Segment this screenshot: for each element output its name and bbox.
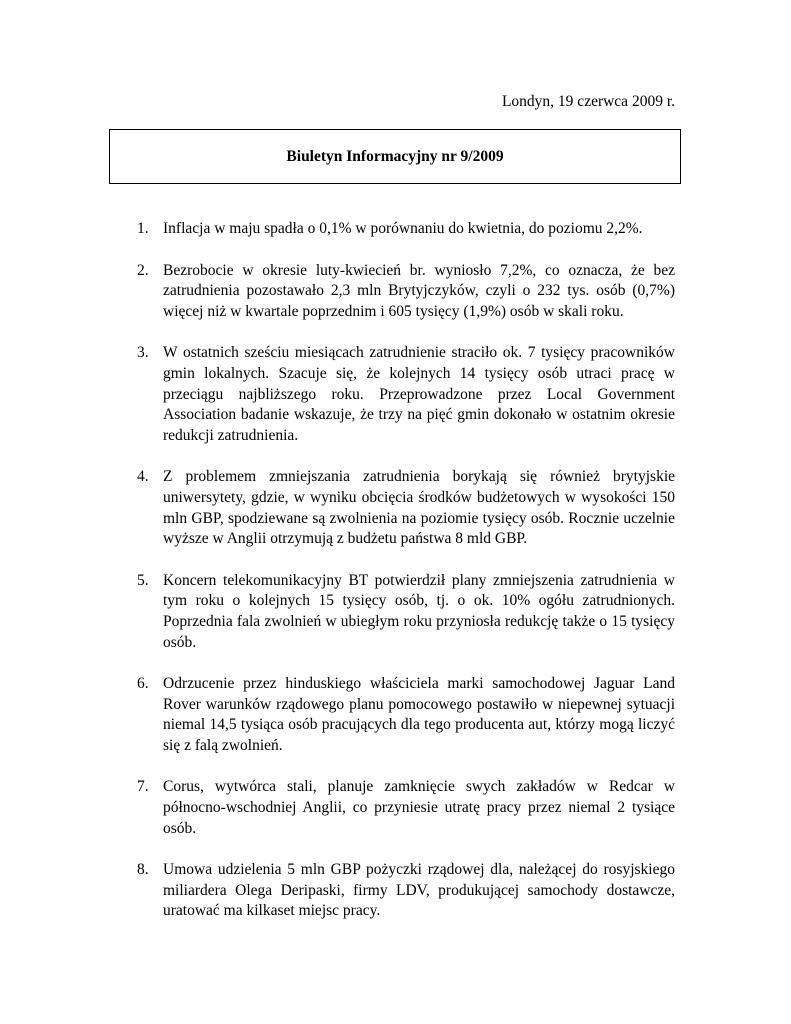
item-text: Corus, wytwórca stali, planuje zamknięcie swych zakładów w Redcar w północno-wschodniej Anglii, co przyniesie utratę pracy przez niemal 2 tysiące osób. (163, 778, 675, 837)
item-number: 2. (137, 261, 149, 279)
item-text: Bezrobocie w okresie luty-kwiecień br. wyniosło 7,2%, co oznacza, że bez zatrudnienia pozostawało 2,3 mln Brytyjczyków, czyli o 232 tys. osób (0,7%) więcej niż w kwartale poprzednim i 605 tysięcy (1,9%) osób w skali roku. (163, 261, 675, 320)
list-item (137, 777, 675, 839)
item-number: 6. (137, 675, 149, 693)
item-text: W ostatnich sześciu miesiącach zatrudnienie straciło ok. 7 tysięcy pracowników gmin lokalnych. Szacuje się, że kolejnych 14 tysięcy osób utraci pracę w przeciągu najbliższego roku. Przeprowadzone przez Local Government Association badanie wskazuje, że trzy na pięć gmin dokonało w ostatnim okresie redukcji zatrudnienia. (163, 344, 675, 444)
list-item (137, 467, 675, 549)
bulletin-title: Biuletyn Informacyjny nr 9/2009 (286, 147, 504, 165)
item-number: 1. (137, 220, 149, 237)
item-number: 8. (137, 861, 149, 879)
item-text: Odrzucenie przez hinduskiego właściciela marki samochodowej Jaguar Land Rover warunków rządowego planu pomocowego postawiło w niepewnej sytuacji niemal 14,5 tysiąca osób pracujących dla tego producenta aut, którzy mogą liczyć się z falą zwolnień. (163, 675, 675, 754)
item-number: 3. (137, 344, 149, 362)
document-date: Londyn, 19 czerwca 2009 r. (501, 93, 675, 110)
title-box (109, 129, 681, 184)
list-item (137, 219, 675, 240)
item-text: Koncern telekomunikacyjny BT potwierdził plany zmniejszenia zatrudnienia w tym roku o kolejnych 15 tysięcy osób, tj. o ok. 10% ogółu zatrudnionych. Poprzednia fala zwolnień w ubiegłym roku przyniosła redukcję także o 15 tysięcy osób. (163, 571, 675, 651)
item-text: Umowa udzielenia 5 mln GBP pożyczki rządowej dla, należącej do rosyjskiego miliardera Olega Deripaski, firmy LDV, produkującej samochody dostawcze, uratować ma kilkaset miejsc pracy. (163, 861, 675, 920)
list-item (137, 571, 675, 653)
item-text: Z problemem zmniejszania zatrudnienia borykają się również brytyjskie uniwersytety, gdzie, w wyniku obcięcia środków budżetowych w wysokości 150 mln GBP, spodziewane są zwolnienia na poziomie tysięcy osób. Rocznie uczelnie wyższe w Anglii otrzymują z budżetu państwa 8 mld GBP. (163, 468, 675, 548)
item-text: Inflacja w maju spadła o 0,1% w porównaniu do kwietnia, do poziomu 2,2%. (163, 220, 643, 237)
list-item (137, 261, 675, 323)
list-item (137, 343, 675, 446)
item-number: 4. (137, 468, 149, 486)
list-item (137, 860, 675, 922)
item-number: 5. (137, 571, 149, 589)
bulletin-items-list (137, 219, 675, 943)
list-item (137, 674, 675, 756)
item-number: 7. (137, 778, 149, 796)
